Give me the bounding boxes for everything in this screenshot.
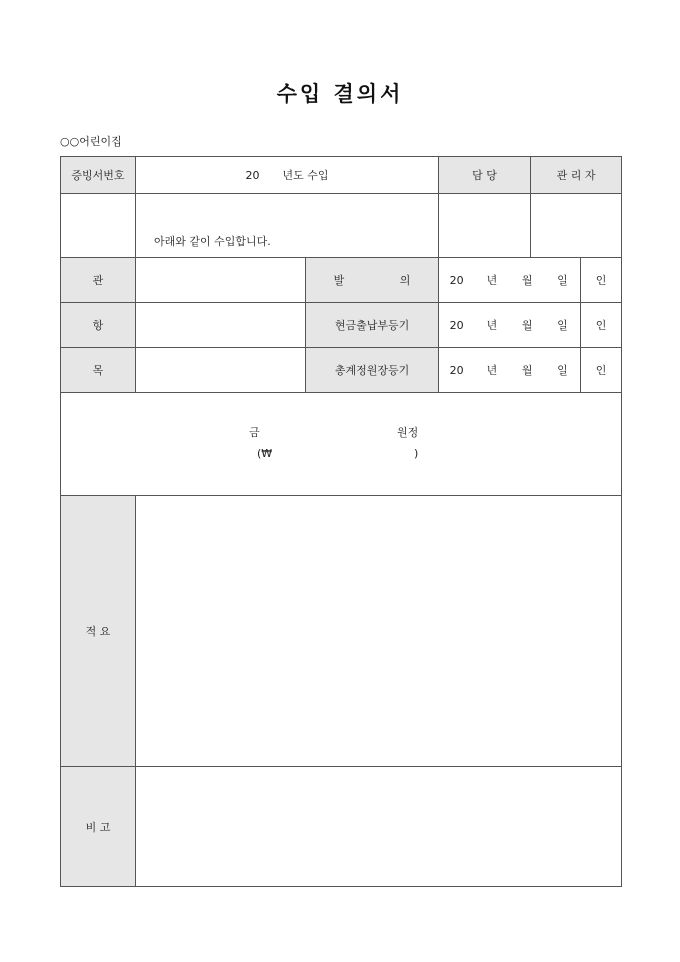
date-day-label: 일 xyxy=(557,274,568,287)
cash-book-date[interactable] xyxy=(439,303,581,348)
cash-book-seal[interactable]: 인 xyxy=(581,303,622,348)
date-month-label: 월 xyxy=(521,364,533,377)
manager-sign-field[interactable] xyxy=(531,194,622,258)
date-year-label: 년 xyxy=(486,319,498,332)
doc-number-label: 증빙서번호 xyxy=(61,157,136,194)
jeokyo-field[interactable] xyxy=(136,496,622,767)
year-suffix: 년도 수입 xyxy=(282,169,329,182)
year-prefix: 20 xyxy=(245,169,260,182)
amount-close: ) xyxy=(414,447,419,460)
date-year-prefix: 20 xyxy=(449,363,464,377)
date-day-label: 일 xyxy=(557,319,568,332)
jeokyo-label: 적 요 xyxy=(61,496,136,767)
date-year-prefix: 20 xyxy=(449,318,464,332)
balui-label-1: 발 xyxy=(333,274,345,287)
geum-label: 금 xyxy=(249,426,260,439)
date-month-label: 월 xyxy=(521,319,533,332)
amount-field[interactable] xyxy=(61,393,622,496)
date-day-label: 일 xyxy=(557,364,568,377)
date-month-label: 월 xyxy=(521,274,533,287)
ledger-label: 총계정원장등기 xyxy=(306,348,439,393)
doc-number-field[interactable] xyxy=(61,194,136,258)
gwan-label: 관 xyxy=(61,258,136,303)
amount-open: (₩ xyxy=(257,447,273,460)
fiscal-year-cell[interactable] xyxy=(136,157,439,194)
page-title: 수입 결의서 xyxy=(276,81,404,106)
bigo-field[interactable] xyxy=(136,767,622,887)
balui-seal[interactable]: 인 xyxy=(581,258,622,303)
date-year-label: 년 xyxy=(486,364,498,377)
date-year-prefix: 20 xyxy=(449,273,464,287)
ledger-date[interactable] xyxy=(439,348,581,393)
balui-label xyxy=(306,258,439,303)
damdang-label: 담 당 xyxy=(439,157,531,194)
date-year-label: 년 xyxy=(486,274,498,287)
wonjeong-label: 원정 xyxy=(397,426,419,439)
ledger-seal[interactable]: 인 xyxy=(581,348,622,393)
mok-field[interactable] xyxy=(136,348,306,393)
mok-label: 목 xyxy=(61,348,136,393)
cash-book-label: 현금출납부등기 xyxy=(306,303,439,348)
damdang-sign-field[interactable] xyxy=(439,194,531,258)
receipt-resolution-form xyxy=(60,156,622,887)
organization-name: ○○어린이집 xyxy=(60,135,122,148)
balui-date[interactable] xyxy=(439,258,581,303)
balui-label-2: 의 xyxy=(399,274,411,287)
gwan-field[interactable] xyxy=(136,258,306,303)
hang-label: 항 xyxy=(61,303,136,348)
receipt-note: 아래와 같이 수입합니다. xyxy=(136,194,439,258)
hang-field[interactable] xyxy=(136,303,306,348)
bigo-label: 비 고 xyxy=(61,767,136,887)
manager-label: 관 리 자 xyxy=(531,157,622,194)
